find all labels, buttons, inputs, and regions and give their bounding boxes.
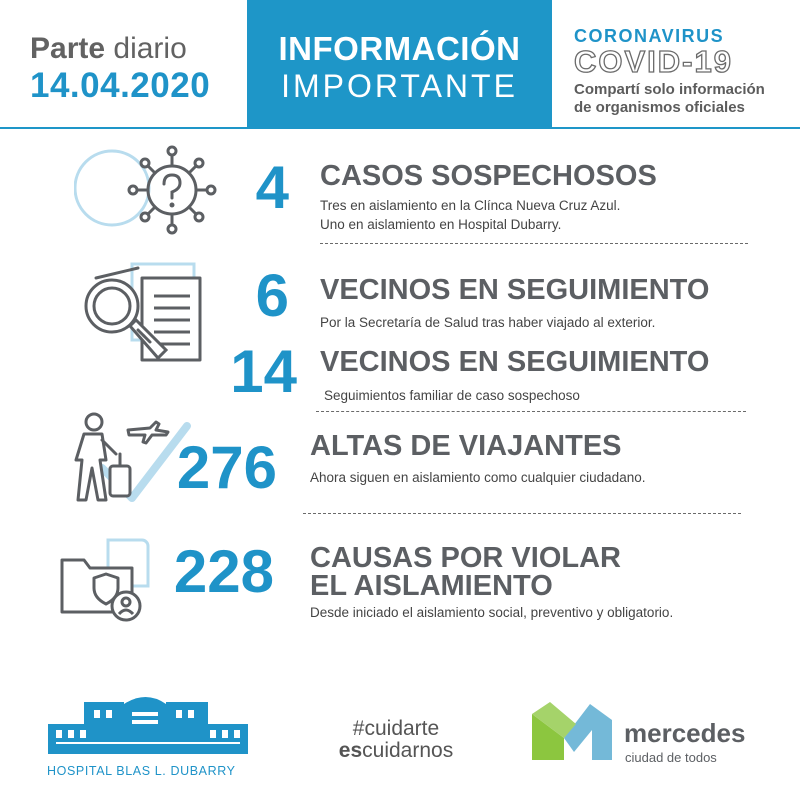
- violation-cases-desc: Desde iniciado el aislamiento social, preventivo y obligatorio.: [310, 605, 674, 620]
- traveler-discharges-count: 276: [176, 434, 277, 501]
- folder-shield-icon: [58, 536, 158, 626]
- family-followup-title: VECINOS EN SEGUIMIENTO: [320, 346, 710, 378]
- coronavirus-label: CORONAVIRUS: [574, 26, 725, 46]
- violation-cases-title-line2: EL AISLAMIENTO: [310, 570, 553, 602]
- share-note-line1: Compartí solo información: [574, 81, 765, 98]
- suspected-cases-count: 4: [255, 154, 289, 221]
- traveler-discharges-desc: Ahora siguen en aislamiento como cualquier ciudadano.: [310, 470, 646, 485]
- travel-followup-title: VECINOS EN SEGUIMIENTO: [320, 274, 710, 306]
- travel-followup-count: 6: [255, 262, 289, 329]
- covid-label: COVID-19: [574, 44, 733, 79]
- important-info-banner: [247, 0, 552, 128]
- banner-subtitle: IMPORTANTE: [281, 68, 518, 104]
- report-header: [30, 32, 210, 106]
- magnifier-document-icon: [80, 258, 215, 373]
- traveler-discharges-title: ALTAS DE VIAJANTES: [310, 430, 622, 462]
- mercedes-name: mercedes: [624, 718, 746, 748]
- suspected-cases-desc-1: Tres en aislamiento en la Clínca Nueva Cruz Azul.: [320, 198, 621, 213]
- suspected-cases-desc-2: Uno en aislamiento en Hospital Dubarry.: [320, 217, 562, 232]
- mercedes-logo-icon: [530, 700, 614, 762]
- hospital-name: HOSPITAL BLAS L. DUBARRY: [47, 764, 236, 778]
- row-divider: [320, 243, 748, 244]
- hashtag-line2: escuidarnos: [338, 739, 454, 762]
- virus-question-icon: [74, 140, 224, 240]
- suspected-cases-title: CASOS SOSPECHOSOS: [320, 160, 657, 192]
- travel-followup-desc: Por la Secretaría de Salud tras haber viajado al exterior.: [320, 315, 656, 330]
- share-note-line2: de organismos oficiales: [574, 99, 745, 116]
- row-divider: [316, 411, 746, 412]
- mercedes-tagline: ciudad de todos: [625, 750, 717, 765]
- header-divider: [0, 127, 800, 129]
- violation-cases-title-line1: CAUSAS POR VIOLAR: [310, 542, 621, 574]
- banner-title: INFORMACIÓN: [278, 30, 521, 67]
- hashtag: [322, 718, 470, 762]
- violation-cases-count: 228: [173, 538, 274, 605]
- hashtag-line1: #cuidarte: [352, 717, 440, 740]
- family-followup-count: 14: [230, 338, 297, 405]
- report-date: 14.04.2020: [30, 66, 211, 105]
- hospital-building-logo: [48, 690, 248, 760]
- covid-notice: [574, 26, 765, 117]
- row-divider: [303, 513, 741, 514]
- report-label: Parte diario: [30, 32, 187, 65]
- family-followup-desc: Seguimientos familiar de caso sospechoso: [324, 388, 580, 403]
